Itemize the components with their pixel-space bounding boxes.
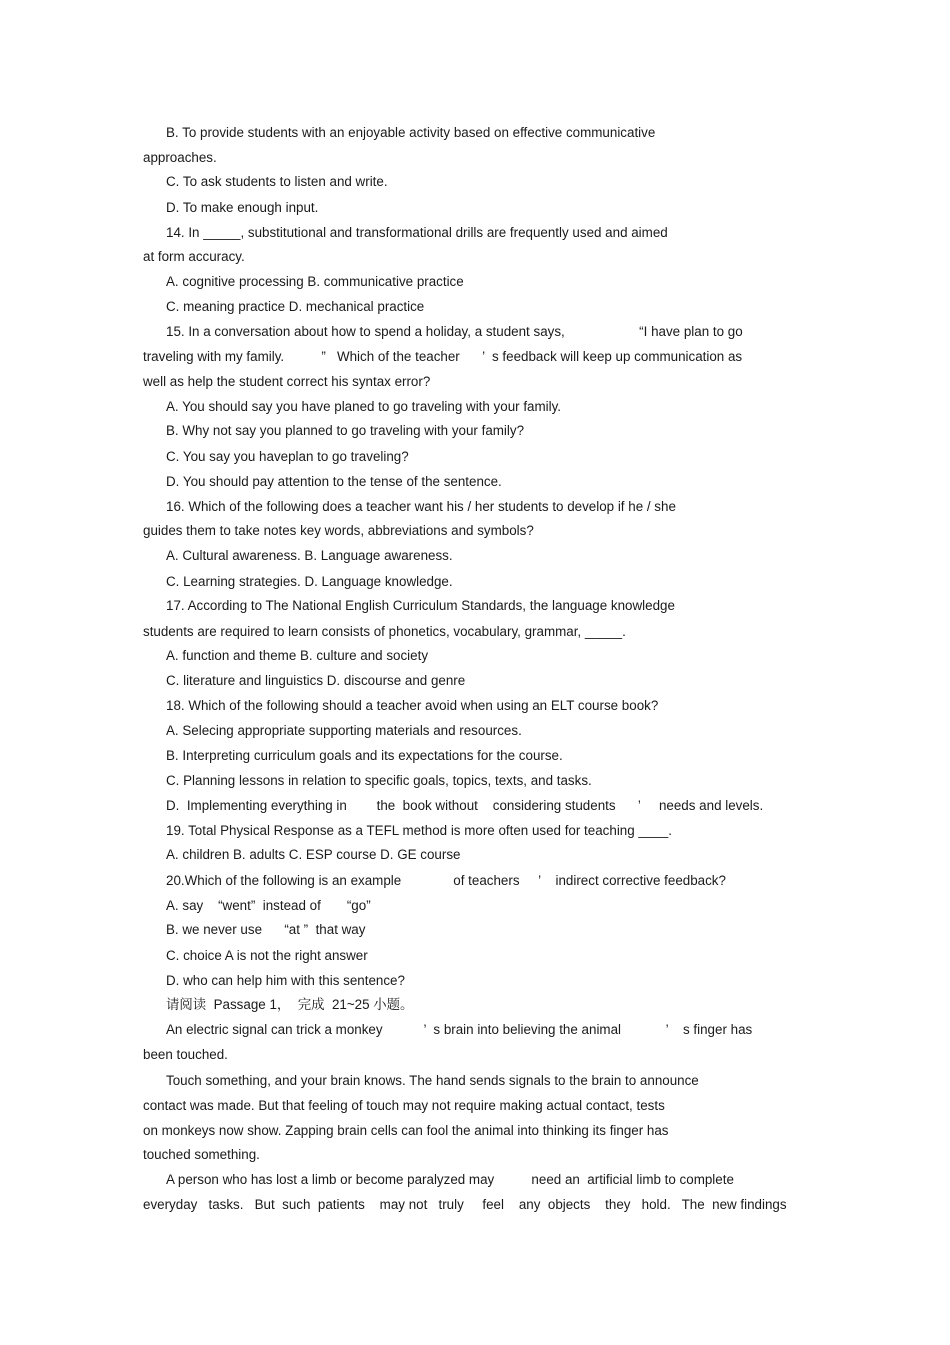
text-line: well as help the student correct his syntax error? xyxy=(143,374,431,389)
text-line: A. say “went” instead of “go” xyxy=(166,898,371,913)
text-line: touched something. xyxy=(143,1147,260,1162)
text-line: C. You say you haveplan to go traveling? xyxy=(166,449,409,464)
text-line: D. You should pay attention to the tense of the sentence. xyxy=(166,474,502,489)
text-line: at form accuracy. xyxy=(143,249,245,264)
text-line: B. we never use “at ” that way xyxy=(166,922,366,937)
text-line: everyday tasks. But such patients may not truly feel any objects they hold. The new findings xyxy=(143,1197,787,1212)
text-line: D. who can help him with this sentence? xyxy=(166,973,405,988)
text-line: C. meaning practice D. mechanical practice xyxy=(166,299,425,314)
text-line: 18. Which of the following should a teacher avoid when using an ELT course book? xyxy=(166,698,659,713)
text-line: B. Interpreting curriculum goals and its expectations for the course. xyxy=(166,748,563,763)
text-line: B. Why not say you planned to go traveling with your family? xyxy=(166,423,525,438)
text-line: A. function and theme B. culture and society xyxy=(166,648,429,663)
text-line: approaches. xyxy=(143,150,217,165)
text-line: A. You should say you have planed to go traveling with your family. xyxy=(166,399,562,414)
text-line: 17. According to The National English Curriculum Standards, the language knowledge xyxy=(166,598,675,613)
text-line: 16. Which of the following does a teacher want his / her students to develop if he / she xyxy=(166,499,676,514)
text-line: A. children B. adults C. ESP course D. GE course xyxy=(166,847,461,862)
text-line: 14. In _____, substitutional and transformational drills are frequently used and aimed xyxy=(166,225,668,240)
text-line: Touch something, and your brain knows. The hand sends signals to the brain to announce xyxy=(166,1073,699,1088)
text-line: been touched. xyxy=(143,1047,228,1062)
text-line: students are required to learn consists of phonetics, vocabulary, grammar, _____. xyxy=(143,624,626,639)
text-line: D. To make enough input. xyxy=(166,200,319,215)
text-line: traveling with my family. ” Which of the teacher ’ s feedback will keep up communication as xyxy=(143,349,743,364)
text-line: A. cognitive processing B. communicative practice xyxy=(166,274,464,289)
text-line: contact was made. But that feeling of touch may not require making actual contact, tests xyxy=(143,1098,665,1113)
section-instruction: 请阅读 Passage 1， 完成 21~25 小题。 xyxy=(166,997,414,1012)
text-line: A person who has lost a limb or become paralyzed may need an artificial limb to complete xyxy=(166,1172,734,1187)
text-line: B. To provide students with an enjoyable activity based on effective communicative xyxy=(166,125,656,140)
text-line: D. Implementing everything in the book without considering students ’ needs and levels. xyxy=(166,798,764,813)
text-line: An electric signal can trick a monkey ’ s brain into believing the animal ’ s finger has xyxy=(166,1022,753,1037)
text-line: 19. Total Physical Response as a TEFL method is more often used for teaching ____. xyxy=(166,823,672,838)
text-line: guides them to take notes key words, abbreviations and symbols? xyxy=(143,523,534,538)
text-line: C. Learning strategies. D. Language knowledge. xyxy=(166,574,453,589)
text-line: C. literature and linguistics D. discourse and genre xyxy=(166,673,466,688)
text-line: C. To ask students to listen and write. xyxy=(166,174,388,189)
text-line: A. Selecing appropriate supporting materials and resources. xyxy=(166,723,522,738)
text-line: A. Cultural awareness. B. Language awareness. xyxy=(166,548,453,563)
text-line: 15. In a conversation about how to spend a holiday, a student says, “I have plan to go xyxy=(166,324,743,339)
text-line: C. choice A is not the right answer xyxy=(166,948,368,963)
text-line: 20.Which of the following is an example of teachers ’ indirect corrective feedback? xyxy=(166,873,726,888)
text-line: on monkeys now show. Zapping brain cells can fool the animal into thinking its finger has xyxy=(143,1123,669,1138)
text-line: C. Planning lessons in relation to specific goals, topics, texts, and tasks. xyxy=(166,773,592,788)
